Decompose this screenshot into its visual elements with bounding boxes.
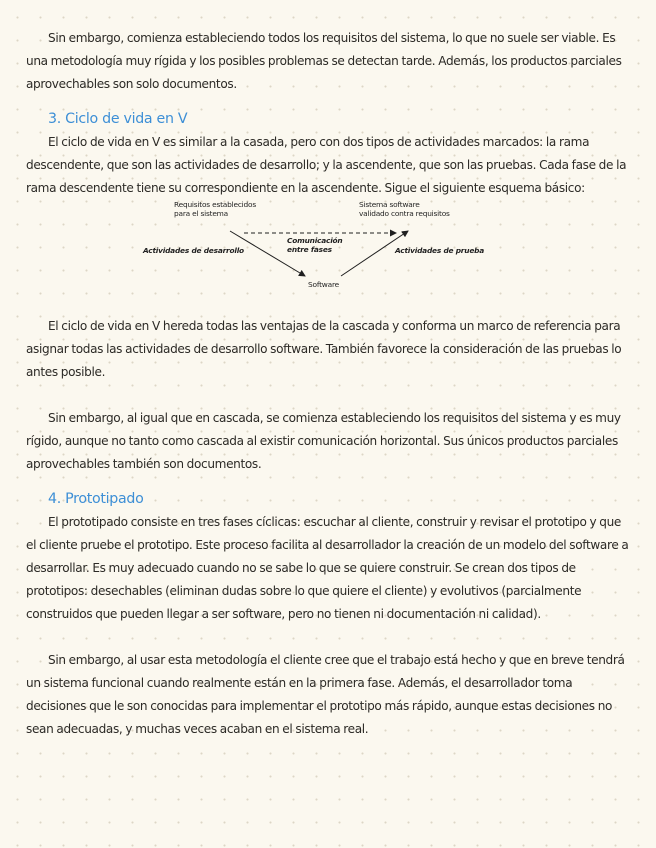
document-page — [26, 27, 631, 741]
label-software: Software — [308, 280, 339, 289]
paragraph-prototyping-drawbacks: Sin embargo, al usar esta metodología el cliente cree que el trabajo está hecho y que en breve tendrá un sistema funcional cuando realmente están en la primera fase. Además, el desarrollador toma decisiones que le son conocidas para implementar el prototipo más rápido, aunque estas decisiones no sean adecuadas, y muchas veces acaban en el sistema real. — [26, 653, 625, 736]
spacer — [26, 626, 631, 649]
label-validated-system — [359, 200, 450, 218]
heading-prototyping: 4. Prototipado — [48, 491, 144, 507]
label-communication-line2: entre fases — [287, 245, 332, 254]
spacer — [26, 476, 631, 487]
label-validated-system-line2: validado contra requisitos — [359, 209, 450, 218]
spacer — [26, 96, 631, 107]
spacer — [26, 384, 631, 407]
paragraph-prototyping-intro: El prototipado consiste en tres fases cíclicas: escuchar al cliente, construir y revisar el prototipo y que el cliente pruebe el prototipo. Este proceso facilita al desarrollador la creación de un modelo del software a desarrollar. Es muy adecuado cuando no se sabe lo que se quiere construir. Se crean dos tipos de prototipos: desechables (eliminan dudas sobre lo que quiere el cliente) y evolutivos (parcialmente construidos que pueden llegar a ser software, pero no tienen ni documentación ni calidad). — [26, 515, 629, 621]
label-validated-system-line1: Sistema software — [359, 200, 420, 209]
spacer — [26, 304, 631, 315]
label-requirements-line2: para el sistema — [174, 209, 229, 218]
paragraph-v-cycle-drawbacks: Sin embargo, al igual que en cascada, se comienza estableciendo los requisitos del sistema y es muy rígido, aunque no tanto como cascada al existir comunicación horizontal. Sus únicos productos parciales aprovechables también son documentos. — [26, 411, 621, 471]
label-requirements — [174, 200, 256, 218]
heading-v-cycle: 3. Ciclo de vida en V — [48, 111, 188, 127]
label-requirements-line1: Requisitos establecidos — [174, 200, 256, 209]
paragraph-v-cycle-advantages: El ciclo de vida en V hereda todas las ventajas de la cascada y conforma un marco de referencia para asignar todas las actividades de desarrollo software. También favorece la consideración de las pruebas lo antes posible. — [26, 319, 622, 379]
v-cycle-diagram — [26, 196, 631, 304]
paragraph-v-cycle-intro: El ciclo de vida en V es similar a la casada, pero con dos tipos de actividades marcados: la rama descendente, que son las actividades de desarrollo; y la ascendente, que son las pruebas. Cada fase de la rama descendente tiene su correspondiente en la ascendente. Sigue el siguiente esquema básico: — [26, 135, 627, 195]
label-communication — [287, 236, 342, 254]
paragraph-waterfall-drawbacks: Sin embargo, comienza estableciendo todos los requisitos del sistema, lo que no suele ser viable. Es una metodología muy rígida y los posibles problemas se detectan tarde. Además, los productos parciales aprovechables son solo documentos. — [26, 31, 622, 91]
label-communication-line1: Comunicación — [287, 236, 343, 245]
label-development-activities: Actividades de desarrollo — [143, 246, 244, 255]
label-testing-activities: Actividades de prueba — [395, 246, 485, 255]
